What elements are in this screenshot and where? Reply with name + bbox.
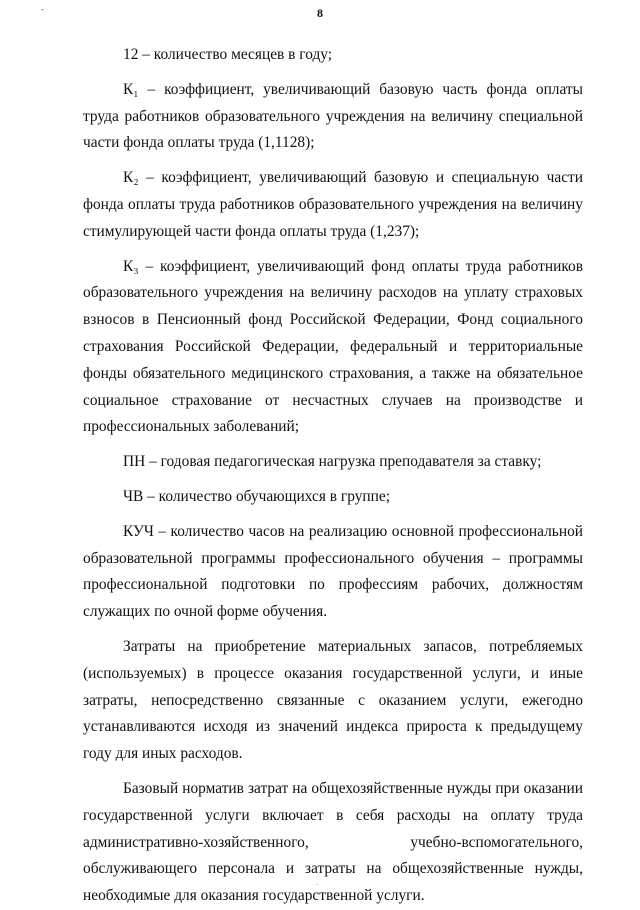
paragraph-k3: К₃ – коэффициент, увеличивающий фонд оплаты труда работников образовательного учреждения на величину расходов на уплату страховых взносов в Пенсионный фонд Российской Федерации, Фонд социального страхования Российской Федерации, федеральный и территориальные фонды обязательного медицинского страхования, а также на обязательное социальное страхование от несчастных случаев на производстве и профессиональных заболеваний; <box>83 257 583 436</box>
paragraph-chv: ЧВ – количество обучающихся в группе; <box>123 487 390 505</box>
page-number: 8 <box>317 6 323 20</box>
paragraph-k1: К₁ – коэффициент, увеличивающий базовую часть фонда оплаты труда работников образовательного учреждения на величину специальной части фонда оплаты труда (1,1128); <box>83 80 583 152</box>
footer-mark: . <box>316 878 318 887</box>
corner-mark: - <box>41 4 44 14</box>
paragraph-months: 12 – количество месяцев в году; <box>123 46 333 63</box>
paragraph-k2: К₂ – коэффициент, увеличивающий базовую и специальную части фонда оплаты труда работников образовательного учреждения на величину стимулирующей части фонда оплаты труда (1,237); <box>83 169 583 240</box>
document-body <box>83 42 583 910</box>
paragraph-pn: ПН – годовая педагогическая нагрузка преподавателя за ставку; <box>123 453 542 471</box>
paragraph-base-norm: Базовый норматив затрат на общехозяйственные нужды при оказании государственной услуги включает в себя расходы на оплату труда административно-хозяйственного, учебно-вспомогательного, обслуживающего персонала и затраты на общехозяйственные нужды, необходимые для оказания государственной услуги. <box>83 779 583 905</box>
paragraph-kuch: КУЧ – количество часов на реализацию основной профессиональной образовательной программы профессионального обучения – программы профессиональной подготовки по профессиям рабочих, должностям служащих по очной форме обучения. <box>83 522 583 621</box>
paragraph-material-costs: Затраты на приобретение материальных запасов, потребляемых (используемых) в процессе оказания государственной услуги, и иные затраты, непосредственно связанные с оказанием услуги, ежегодно устанавливаются исходя из значений индекса прироста к предыдущему году для иных расходов. <box>83 637 583 763</box>
